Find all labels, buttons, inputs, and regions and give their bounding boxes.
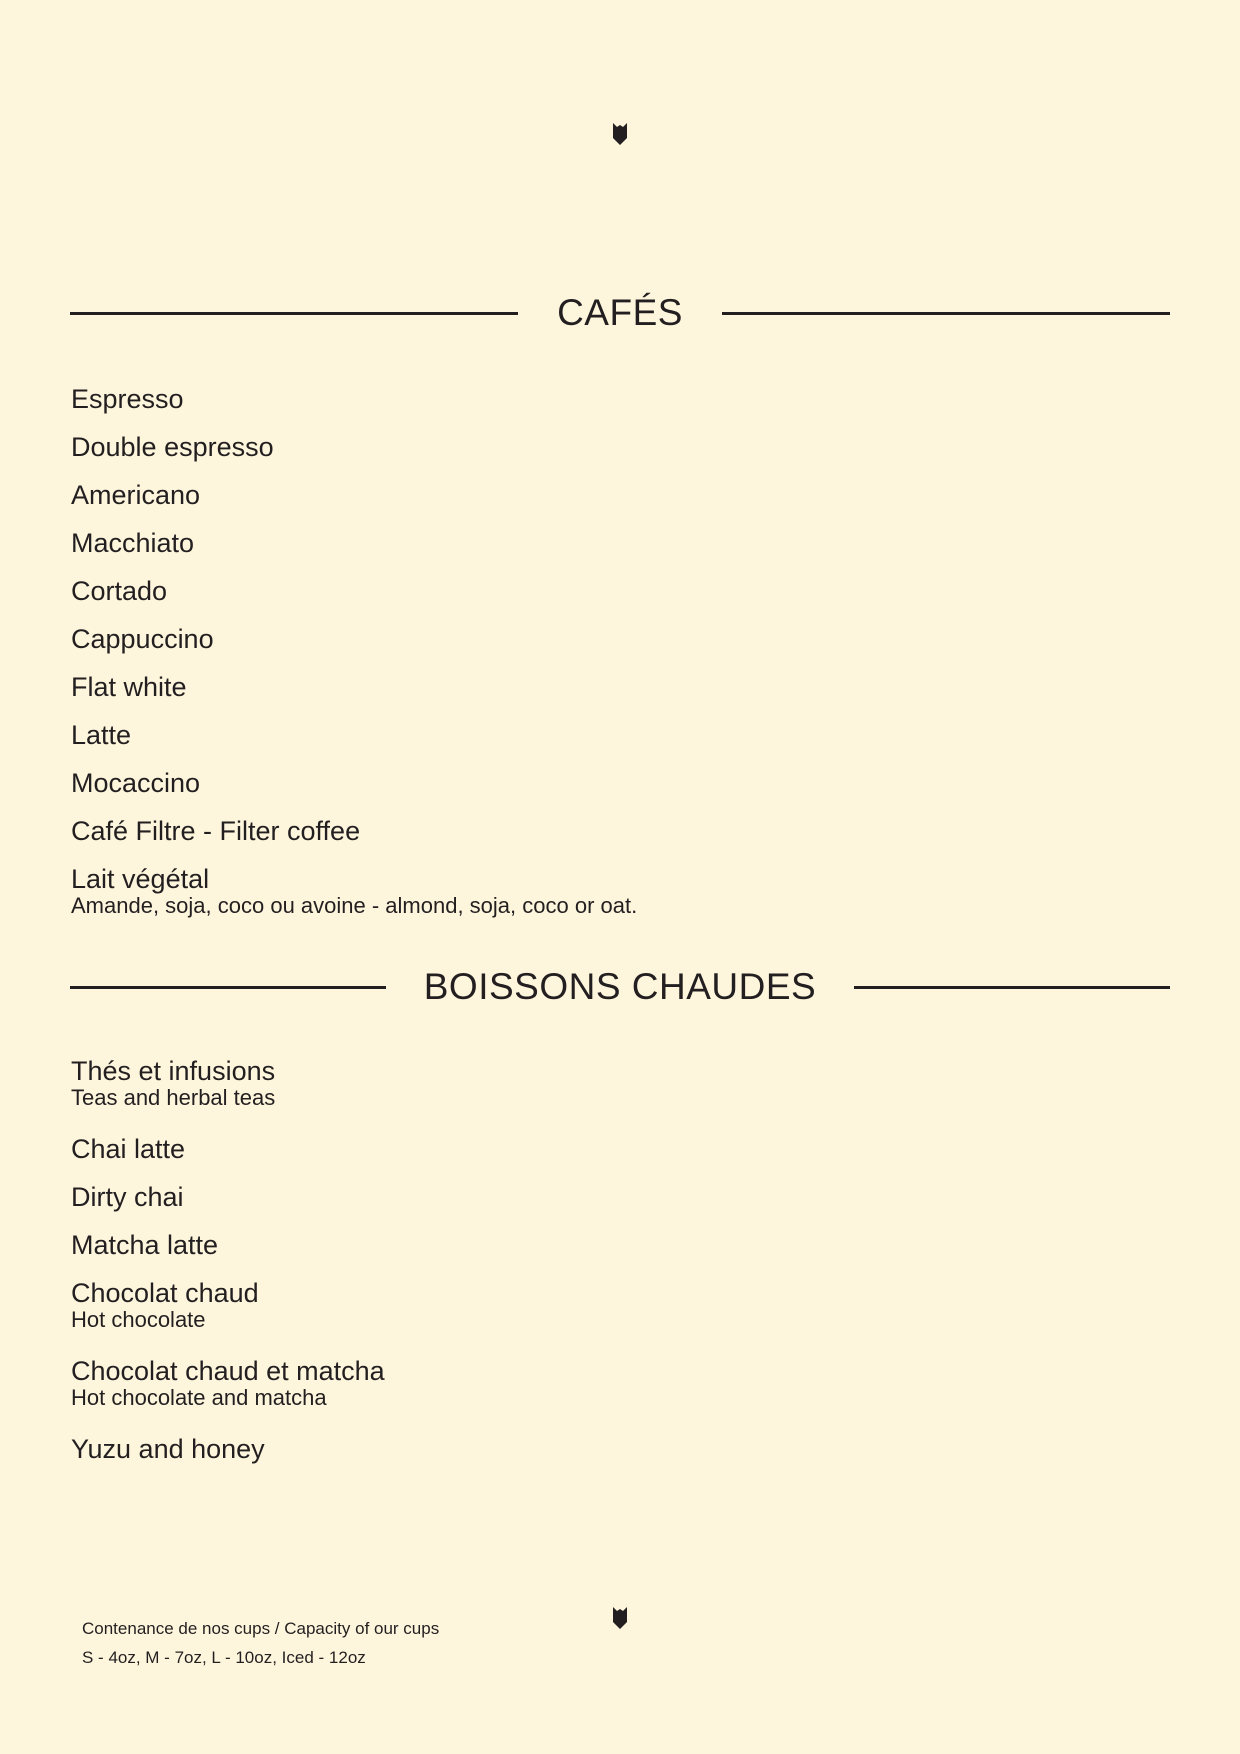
cup-capacity-sizes: S - 4oz, M - 7oz, L - 10oz, Iced - 12oz [82, 1648, 366, 1667]
boissons-section-header [70, 966, 1170, 1008]
menu-item-name: Yuzu and honey [71, 1434, 265, 1464]
header-rule-left [70, 312, 518, 315]
menu-item [71, 714, 637, 762]
menu-item [71, 810, 637, 858]
cafes-section-header [70, 292, 1170, 334]
cafes-menu-list [71, 378, 637, 936]
menu-item [71, 474, 637, 522]
menu-item-name: Cappuccino [71, 624, 214, 654]
menu-item [71, 426, 637, 474]
boissons-title: BOISSONS CHAUDES [423, 966, 817, 1007]
menu-item-name: Flat white [71, 672, 187, 702]
boissons-menu-list [71, 1050, 385, 1476]
menu-item [71, 762, 637, 810]
menu-item-name: Lait végétal [71, 864, 210, 894]
menu-item [71, 1272, 385, 1350]
header-rule-left [70, 986, 386, 989]
menu-item [71, 666, 637, 714]
menu-item [71, 1128, 385, 1176]
menu-item-description: Hot chocolate [71, 1307, 206, 1332]
menu-item-name: Americano [71, 480, 201, 510]
menu-item-name: Macchiato [71, 528, 195, 558]
menu-item-name: Chocolat chaud et matcha [71, 1356, 385, 1386]
menu-item-name: Mocaccino [71, 768, 201, 798]
menu-item [71, 618, 637, 666]
shield-logo-icon [613, 123, 627, 145]
header-rule-right [854, 986, 1170, 989]
menu-item-description: Hot chocolate and matcha [71, 1385, 327, 1410]
menu-item-name: Latte [71, 720, 132, 750]
menu-item-name: Chai latte [71, 1134, 186, 1164]
menu-item [71, 378, 637, 426]
header-rule-right [722, 312, 1170, 315]
menu-item [71, 1428, 385, 1476]
cafes-title: CAFÉS [557, 292, 683, 333]
menu-item-name: Espresso [71, 384, 184, 414]
shield-logo-icon [613, 1607, 627, 1629]
menu-item [71, 570, 637, 618]
cup-capacity-note [82, 1614, 439, 1672]
menu-item-description: Amande, soja, coco ou avoine - almond, soja, coco or oat. [71, 893, 638, 918]
menu-item-description: Teas and herbal teas [71, 1085, 276, 1110]
menu-item-name: Café Filtre - Filter coffee [71, 816, 361, 846]
menu-item-name: Thés et infusions [71, 1056, 276, 1086]
menu-item-name: Chocolat chaud [71, 1278, 259, 1308]
menu-item [71, 522, 637, 570]
cup-capacity-title: Contenance de nos cups / Capacity of our cups [82, 1619, 440, 1638]
menu-item [71, 1050, 385, 1128]
menu-item [71, 1176, 385, 1224]
menu-item [71, 1224, 385, 1272]
menu-item [71, 1350, 385, 1428]
menu-item-name: Cortado [71, 576, 168, 606]
menu-item [71, 858, 637, 936]
menu-item-name: Dirty chai [71, 1182, 184, 1212]
menu-item-name: Double espresso [71, 432, 274, 462]
menu-item-name: Matcha latte [71, 1230, 219, 1260]
